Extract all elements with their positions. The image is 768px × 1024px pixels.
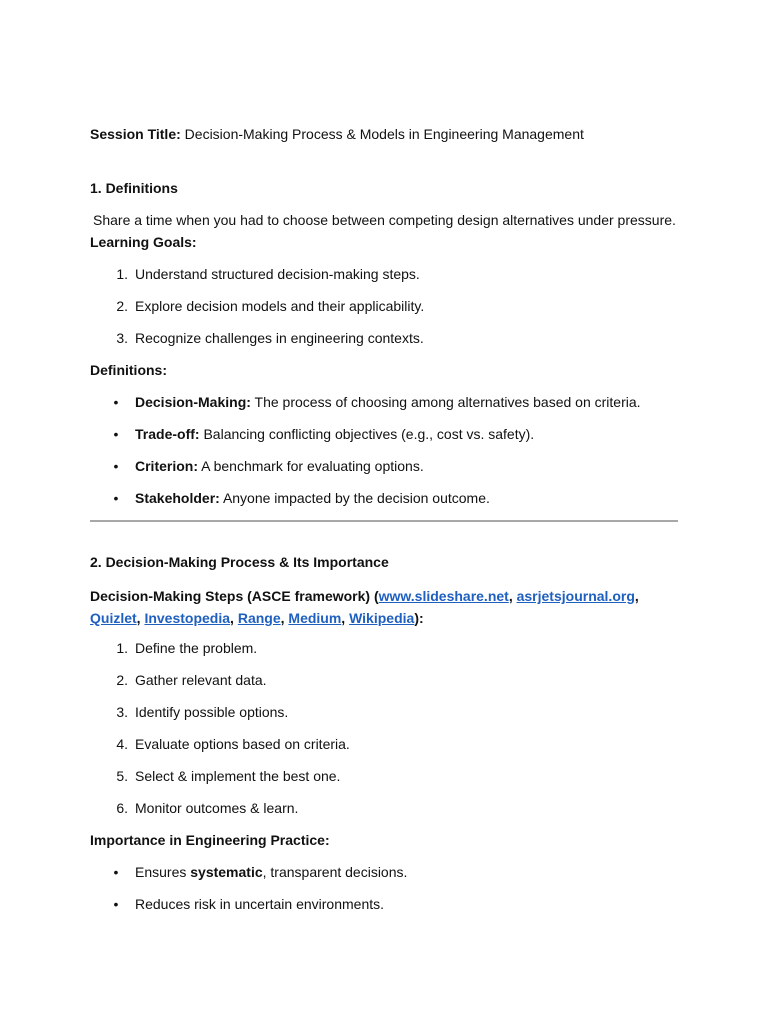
section-2-heading: 2. Decision-Making Process & Its Importance [90, 554, 389, 570]
importance-heading: Importance in Engineering Practice: [90, 832, 330, 848]
list-item [90, 639, 680, 657]
list-item [90, 489, 680, 507]
steps-heading-close: ): [414, 610, 424, 626]
list-item [90, 671, 680, 689]
list-number: 6. [116, 800, 128, 816]
steps-heading: Decision-Making Steps (ASCE framework) (www.slideshare.net, asrjetsjournal.org, Quizlet, Investopedia, Range, Medium, Wikipedia): [90, 588, 639, 626]
steps-heading-text: Decision-Making Steps (ASCE framework) ( [90, 588, 379, 604]
definition-desc: A benchmark for evaluating options. [201, 458, 424, 474]
bullet-icon: • [113, 426, 119, 442]
list-item [90, 425, 680, 443]
definition-term: Trade-off: [135, 426, 200, 442]
list-item [90, 767, 680, 785]
bullet-icon: • [113, 896, 119, 912]
step-text: Gather relevant data. [135, 672, 267, 688]
definition-text [135, 425, 534, 443]
learning-goals-heading: Learning Goals: [90, 234, 197, 250]
reflection-prompt: Share a time when you had to choose between competing design alternatives under pressure. [93, 212, 676, 228]
source-link-quizlet[interactable]: Quizlet [90, 610, 137, 626]
list-item [90, 735, 680, 753]
list-number: 1. [116, 640, 128, 656]
goal-text: Explore decision models and their applicability. [135, 298, 425, 314]
step-text: Define the problem. [135, 640, 258, 656]
definition-desc: The process of choosing among alternatives based on criteria. [254, 394, 641, 410]
step-text: Select & implement the best one. [135, 768, 341, 784]
goal-text: Recognize challenges in engineering contexts. [135, 330, 424, 346]
definition-text [135, 457, 424, 475]
list-number: 2. [116, 672, 128, 688]
list-number: 4. [116, 736, 128, 752]
bullet-icon: • [113, 864, 119, 880]
source-link-wikipedia[interactable]: Wikipedia [349, 610, 415, 626]
definition-desc: Balancing conflicting objectives (e.g., cost vs. safety). [203, 426, 535, 442]
importance-text [135, 895, 384, 913]
step-text: Monitor outcomes & learn. [135, 800, 299, 816]
list-item [90, 863, 680, 881]
bullet-icon: • [113, 458, 119, 474]
list-number: 1. [116, 266, 128, 282]
definition-text [135, 489, 490, 507]
bullet-icon: • [113, 490, 119, 506]
importance-text [135, 863, 407, 881]
definitions-heading: Definitions: [90, 362, 167, 378]
bullet-icon: • [113, 394, 119, 410]
step-text: Identify possible options. [135, 704, 289, 720]
section-1-heading: 1. Definitions [90, 180, 178, 196]
list-number: 3. [116, 704, 128, 720]
list-item [90, 457, 680, 475]
importance-pre: Ensures [135, 864, 191, 880]
list-item [90, 297, 680, 315]
definition-term: Decision-Making: [135, 394, 251, 410]
goal-text: Understand structured decision-making steps. [135, 266, 420, 282]
list-number: 3. [116, 330, 128, 346]
list-item [90, 329, 680, 347]
source-link-asrjetsjournal[interactable]: asrjetsjournal.org [516, 588, 635, 604]
importance-bold: systematic [190, 864, 263, 880]
source-link-medium[interactable]: Medium [288, 610, 342, 626]
importance-post: , transparent decisions. [262, 864, 408, 880]
definition-term: Stakeholder: [135, 490, 220, 506]
list-item [90, 265, 680, 283]
session-title-value: Decision-Making Process & Models in Engineering Management [184, 126, 584, 142]
importance-pre: Reduces risk in uncertain environments. [135, 896, 385, 912]
source-link-range[interactable]: Range [237, 610, 281, 626]
list-number: 2. [116, 298, 128, 314]
definition-term: Criterion: [135, 458, 198, 474]
session-title-line [90, 125, 584, 143]
list-item [90, 703, 680, 721]
list-number: 5. [116, 768, 128, 784]
definition-desc: Anyone impacted by the decision outcome. [222, 490, 490, 506]
definition-text [135, 393, 641, 411]
step-text: Evaluate options based on criteria. [135, 736, 350, 752]
list-item [90, 799, 680, 817]
list-item [90, 895, 680, 913]
source-link-investopedia[interactable]: Investopedia [144, 610, 231, 626]
session-title-label: Session Title: [90, 126, 181, 142]
source-link-slideshare[interactable]: www.slideshare.net [378, 588, 509, 604]
horizontal-rule [90, 520, 678, 522]
list-item [90, 393, 680, 411]
